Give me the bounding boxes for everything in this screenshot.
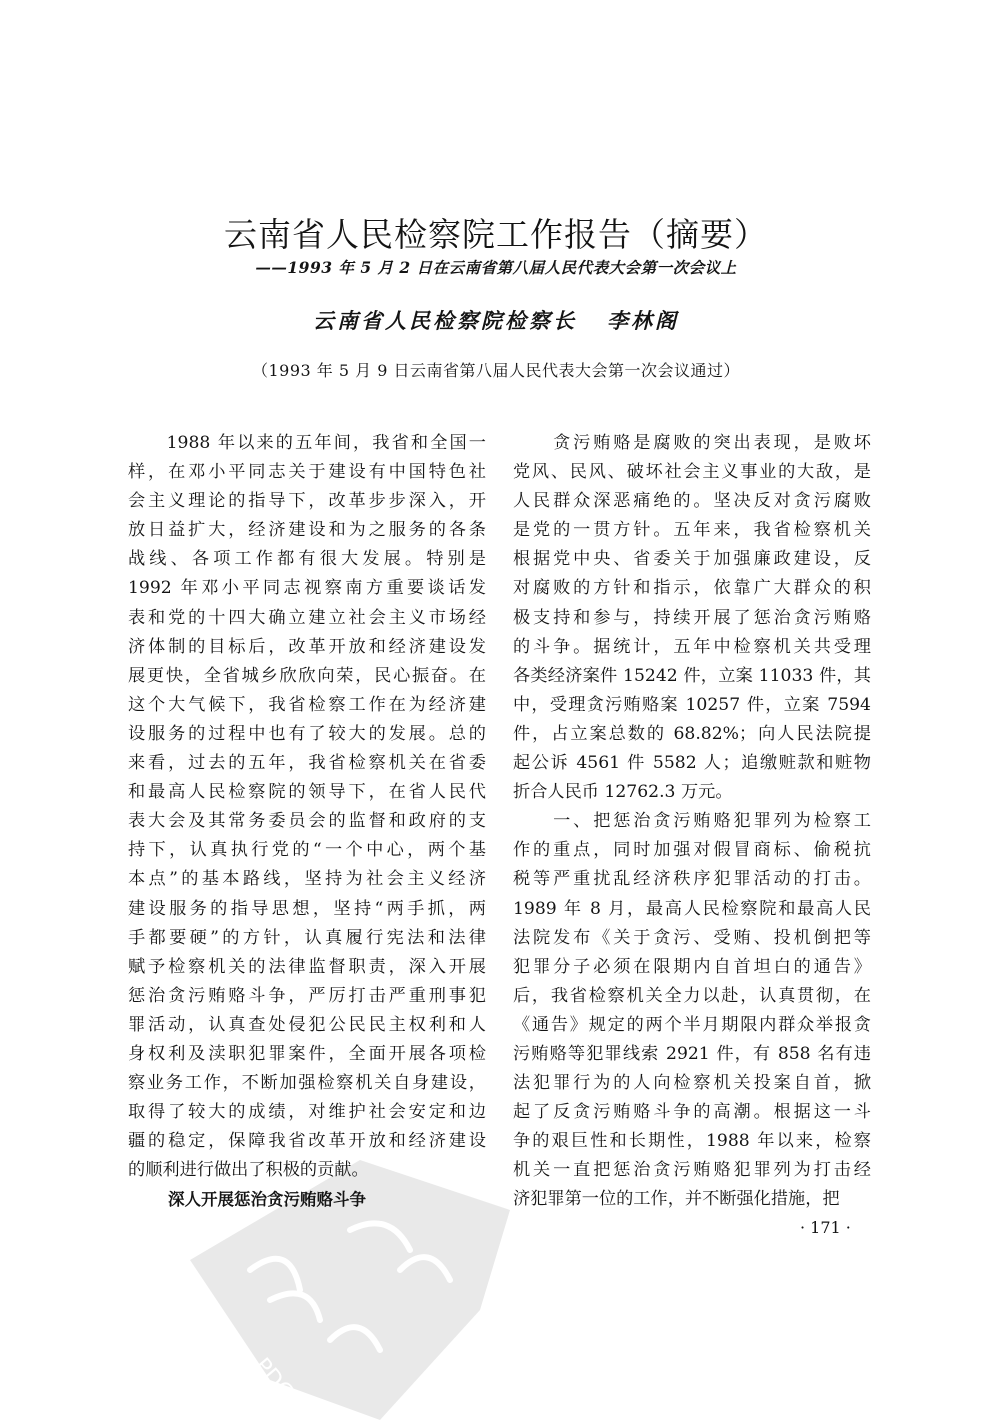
page-number: · 171 · xyxy=(800,1218,851,1237)
text-line: 赋予检察机关的法律监督职责，深入开展 xyxy=(128,956,486,977)
text-line: 的顺利进行做出了积极的贡献。 xyxy=(128,1160,369,1181)
text-line: 战线、各项工作都有很大发展。特别是 xyxy=(128,549,486,570)
text-line: 各类经济案件 15242 件，立案 11033 件，其 xyxy=(513,665,871,686)
text-line: 设服务的过程中也有了较大的发展。总的 xyxy=(128,723,486,744)
text-line: 起了反贪污贿赂斗争的高潮。根据这一斗 xyxy=(513,1102,871,1123)
text-line: 和最高人民检察院的领导下，在省人民代 xyxy=(128,782,486,803)
text-line: 建设服务的指导思想，坚持“两手抓，两 xyxy=(128,898,486,919)
text-line: 件，占立案总数的 68.82%；向人民法院提 xyxy=(513,723,871,744)
text-line: 税等严重扰乱经济秩序犯罪活动的打击。 xyxy=(513,869,871,890)
author-line xyxy=(0,306,992,336)
document-subtitle: ——1993 年 5 月 2 日在云南省第八届人民代表大会第一次会议上 xyxy=(255,258,737,277)
text-line: 的斗争。据统计，五年中检察机关共受理 xyxy=(513,636,871,657)
text-line: 贪污贿赂是腐败的突出表现，是败坏 xyxy=(513,433,871,453)
text-line: 作的重点，同时加强对假冒商标、偷税抗 xyxy=(513,840,871,861)
right-column xyxy=(513,429,871,1215)
document-title: 云南省人民检察院工作报告（摘要） xyxy=(224,215,768,255)
text-line: 极支持和参与，持续开展了惩治贪污贿赂 xyxy=(513,607,871,628)
text-line: 样，在邓小平同志关于建设有中国特色社 xyxy=(128,462,486,483)
text-line: 是党的一贯方针。五年来，我省检察机关 xyxy=(513,520,871,541)
text-line: 折合人民币 12762.3 万元。 xyxy=(513,782,733,803)
text-line: 身权利及渎职犯罪案件，全面开展各项检 xyxy=(128,1043,486,1064)
text-line: 1992 年邓小平同志视察南方重要谈话发 xyxy=(128,578,486,599)
text-line: 罪活动，认真查处侵犯公民民主权利和人 xyxy=(128,1014,486,1035)
text-line: 法犯罪行为的人向检察机关投案自首，掀 xyxy=(513,1073,871,1094)
text-line: 放日益扩大，经济建设和为之服务的各条 xyxy=(128,520,486,541)
text-line: 济犯罪第一位的工作，并不断强化措施，把 xyxy=(513,1189,840,1210)
text-line: 一、把惩治贪污贿赂犯罪列为检察工 xyxy=(513,811,871,832)
text-line: 《通告》规定的两个半月期限内群众举报贪 xyxy=(513,1014,871,1035)
text-line: 1989 年 8 月，最高人民检察院和最高人民 xyxy=(513,898,871,919)
text-line: 这个大气候下，我省检察工作在为经济建 xyxy=(128,694,486,715)
text-line: 表大会及其常务委员会的监督和政府的支 xyxy=(128,811,486,832)
section-heading: 深人开展惩治贪污贿赂斗争 xyxy=(168,1190,366,1210)
text-line: 起公诉 4561 件 5582 人；追缴赃款和赃物 xyxy=(513,753,871,774)
text-line: 污贿赂等犯罪线索 2921 件，有 858 名有违 xyxy=(513,1043,871,1064)
text-line: 根据党中央、省委关于加强廉政建设，反 xyxy=(513,549,871,570)
text-line: 来看，过去的五年，我省检察机关在省委 xyxy=(128,753,486,774)
text-line: 本点”的基本路线，坚持为社会主义经济 xyxy=(128,869,486,890)
text-line: 争的艰巨性和长期性，1988 年以来，检察 xyxy=(513,1131,871,1152)
text-line: 党风、民风、破坏社会主义事业的大敌，是 xyxy=(513,462,871,483)
left-column xyxy=(128,429,486,1215)
text-line: 中，受理贪污贿赂案 10257 件，立案 7594 xyxy=(513,694,871,715)
text-line: 表和党的十四大确立建立社会主义市场经 xyxy=(128,607,486,628)
text-line: 展更快，全省城乡欣欣向荣，民心振奋。在 xyxy=(128,665,486,686)
text-line: 会主义理论的指导下，改革步步深入，开 xyxy=(128,491,486,512)
text-line: 取得了较大的成绩，对维护社会安定和边 xyxy=(128,1102,486,1123)
text-line: 惩治贪污贿赂斗争，严厉打击严重刑事犯 xyxy=(128,985,486,1006)
text-line: 犯罪分子必须在限期内自首坦白的通告》 xyxy=(513,956,871,977)
passed-note: （1993 年 5 月 9 日云南省第八届人民代表大会第一次会议通过） xyxy=(251,361,740,380)
author-name: 李林阁 xyxy=(607,308,679,333)
text-line: 济体制的目标后，改革开放和经济建设发 xyxy=(128,636,486,657)
text-line: 对腐败的方针和指示，依靠广大群众的积 xyxy=(513,578,871,599)
author-role: 云南省人民检察院检察长 xyxy=(313,308,577,333)
text-line: 察业务工作，不断加强检察机关自身建设， xyxy=(128,1073,486,1094)
text-line: 法院发布《关于贪污、受贿、投机倒把等 xyxy=(513,927,871,948)
text-line: 1988 年以来的五年间，我省和全国一 xyxy=(128,433,486,453)
text-line: 持下，认真执行党的“一个中心，两个基 xyxy=(128,840,486,861)
watermark-label: PDG xyxy=(249,1353,299,1406)
text-line: 疆的稳定，保障我省改革开放和经济建设 xyxy=(128,1131,486,1152)
text-line: 后，我省检察机关全力以赴，认真贯彻，在 xyxy=(513,985,871,1006)
text-line: 机关一直把惩治贪污贿赂犯罪列为打击经 xyxy=(513,1160,871,1181)
text-line: 手都要硬”的方针，认真履行宪法和法律 xyxy=(128,927,486,948)
text-line: 人民群众深恶痛绝的。坚决反对贪污腐败 xyxy=(513,491,871,512)
